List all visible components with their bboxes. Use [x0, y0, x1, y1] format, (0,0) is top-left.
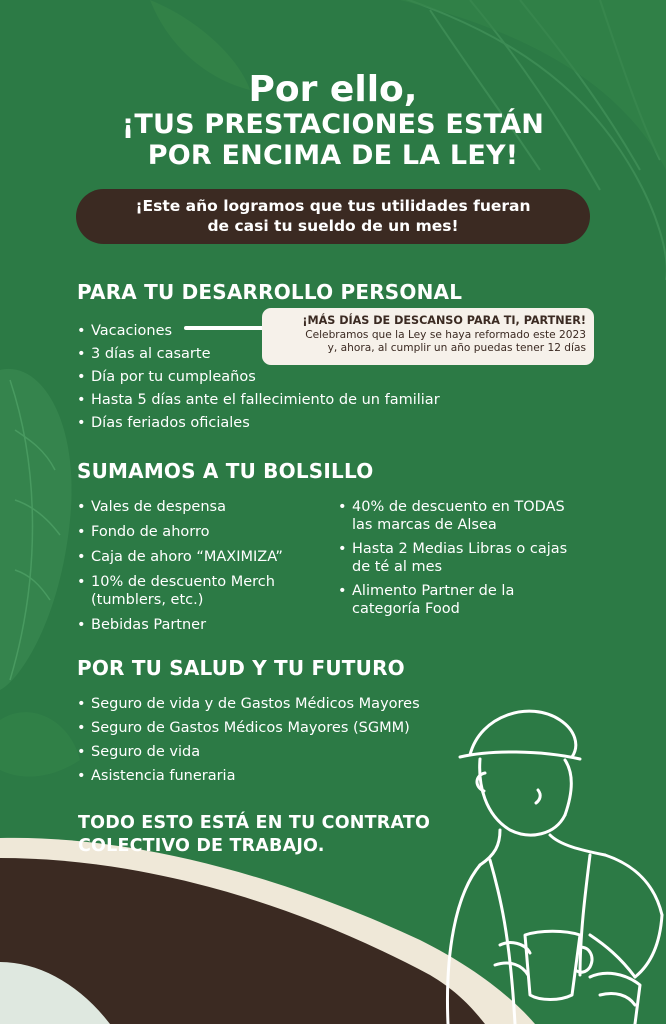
bolsillo-left-list: [77, 498, 317, 634]
list-item: • Seguro de vida: [77, 743, 420, 761]
closing-line-1: TODO ESTO ESTÁ EN TU CONTRATO: [78, 813, 431, 833]
list-item: • Días feriados oficiales: [77, 414, 440, 432]
list-item: [338, 540, 598, 576]
list-item: • Fondo de ahorro: [77, 523, 317, 541]
closing-statement: [78, 812, 430, 858]
list-item-line: (tumblers, etc.): [91, 592, 204, 608]
headline-lead: Por ello,: [248, 69, 418, 110]
list-item: • 3 días al casarte: [77, 345, 440, 363]
list-item-line: las marcas de Alsea: [352, 517, 497, 533]
section-title-bolsillo: SUMAMOS A TU BOLSILLO: [77, 459, 374, 483]
list-item-line: • Hasta 2 Medias Libras o cajas: [352, 541, 568, 557]
bolsillo-right-list: [338, 498, 598, 618]
salud-list: [77, 695, 420, 785]
list-item: • Hasta 5 días ante el fallecimiento de un familiar: [77, 391, 440, 409]
coffee-leaf-left: [0, 369, 72, 690]
closing-line-2: COLECTIVO DE TRABAJO.: [78, 835, 325, 856]
list-item: • Caja de ahoro “MAXIMIZA”: [77, 548, 317, 566]
list-item: • Seguro de Gastos Médicos Mayores (SGMM): [77, 719, 420, 737]
section-title-salud: POR TU SALUD Y TU FUTURO: [77, 656, 405, 680]
banner-line-1: ¡Este año logramos que tus utilidades fueran: [135, 197, 531, 216]
list-item: • Seguro de vida y de Gastos Médicos Mayores: [77, 695, 420, 713]
callout-connector: [184, 326, 264, 330]
list-item: • Bebidas Partner: [77, 616, 317, 634]
coffee-leaf-lower-left: [0, 712, 80, 776]
list-item: [77, 573, 317, 609]
descanso-callout: [262, 308, 594, 365]
list-item: [338, 498, 598, 534]
callout-body-line-1: Celebramos que la Ley se haya reformado este 2023: [305, 329, 586, 341]
list-item: • Día por tu cumpleaños: [77, 368, 440, 386]
list-item-line: • 40% de descuento en TODAS: [352, 499, 565, 515]
list-item: • Vacaciones: [77, 322, 440, 340]
section-title-desarrollo: PARA TU DESARROLLO PERSONAL: [77, 280, 463, 304]
callout-title: ¡MÁS DÍAS DE DESCANSO PARA TI, PARTNER!: [302, 314, 586, 327]
barista-line-art-icon: [440, 695, 666, 1024]
headline-line-2: ¡TUS PRESTACIONES ESTÁN: [121, 109, 545, 141]
headline: [0, 70, 666, 171]
utilidades-banner: [76, 189, 590, 244]
callout-body-line-2: y, ahora, al cumplir un año puedas tener 12 días: [327, 341, 586, 354]
banner-line-2: de casi tu sueldo de un mes!: [207, 216, 459, 235]
list-item-line: • Alimento Partner de la: [352, 583, 515, 599]
list-item: • Asistencia funeraria: [77, 767, 420, 785]
list-item: [338, 582, 598, 618]
list-item-line: de té al mes: [352, 559, 443, 575]
headline-line-3: POR ENCIMA DE LA LEY!: [147, 139, 519, 171]
list-item: • Vales de despensa: [77, 498, 317, 516]
list-item-line: categoría Food: [352, 601, 460, 617]
list-item-line: • 10% de descuento Merch: [91, 574, 275, 590]
